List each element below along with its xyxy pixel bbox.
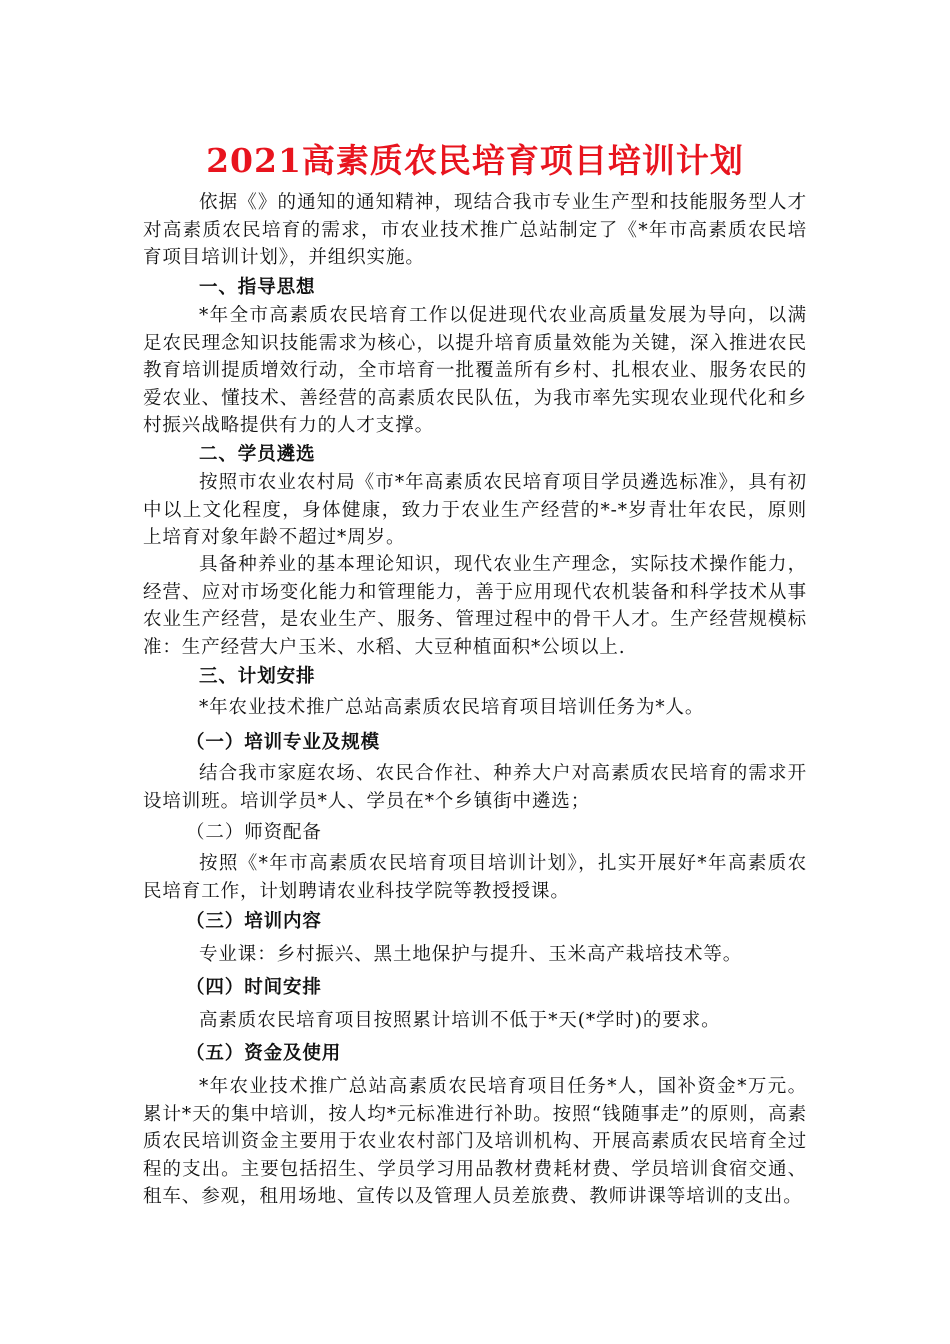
trainee-selection-paragraph-1: 按照市农业农村局《市*年高素质农民培育项目学员遴选标准》，具有初中以上文化程度，身体健康，致力于农业生产经营的*-*岁青壮年农民，原则上培育对象年龄不超过*周岁。 xyxy=(143,472,807,549)
intro-paragraph: 依据《》的通知的通知精神，现结合我市专业生产型和技能服务型人才对高素质农民培育的需求，市农业技术推广总站制定了《*年市高素质农民培育项目培训计划》，并组织实施。 xyxy=(143,192,807,269)
section-heading-plan-arrangement: 三、计划安排 xyxy=(199,666,316,687)
funding-paragraph: *年农业技术推广总站高素质农民培育项目任务*人，国补资金*万元。累计*天的集中培训，按人均*元标准进行补助。按照“钱随事走”的原则，高素质农民培训资金主要用于农业农村部门及培训机构、开展高素质农民培育全过程的支出。主要包括招生、学员学习用品教材费耗材费、学员培训食宿交通、租车、参观，租用场地、宣传以及管理人员差旅费、教师讲课等培训的支出。 xyxy=(143,1076,807,1208)
teacher-allocation-paragraph: 按照《*年市高素质农民培育项目培训计划》，扎实开展好*年高素质农民培育工作，计划聘请农业科技学院等教授授课。 xyxy=(143,853,807,902)
plan-arrangement-paragraph: *年农业技术推广总站高素质农民培育项目培训任务为*人。 xyxy=(199,697,705,718)
subheading-schedule: （四）时间安排 xyxy=(186,977,322,998)
subheading-teacher-allocation: （二）师资配备 xyxy=(186,822,322,843)
section-heading-trainee-selection: 二、学员遴选 xyxy=(199,444,316,465)
document-title: 2021高素质农民培育项目培训计划 xyxy=(206,141,744,180)
guiding-ideology-paragraph: *年全市高素质农民培育工作以促进现代农业高质量发展为导向，以满足农民理念知识技能需求为核心，以提升培育质量效能为关键，深入推进农民教育培训提质增效行动，全市培育一批覆盖所有乡村、扎根农业、服务农民的爱农业、懂技术、善经营的高素质农民队伍，为我市率先实现农业现代化和乡村振兴战略提供有力的人才支撑。 xyxy=(143,305,807,437)
trainee-selection-paragraph-2: 具备种养业的基本理论知识，现代农业生产理念，实际技术操作能力，经营、应对市场变化能力和管理能力，善于应用现代农机装备和科学技术从事农业生产经营，是农业生产、服务、管理过程中的骨干人才。生产经营规模标准：生产经营大户玉米、水稻、大豆种植面积*公顷以上. xyxy=(143,554,807,658)
schedule-paragraph: 高素质农民培育项目按照累计培训不低于*天(*学时)的要求。 xyxy=(199,1010,721,1031)
section-heading-guiding-ideology: 一、指导思想 xyxy=(199,277,316,298)
subheading-funding: （五）资金及使用 xyxy=(186,1043,342,1064)
training-scale-paragraph: 结合我市家庭农场、农民合作社、种养大户对高素质农民培育的需求开设培训班。培训学员*人、学员在*个乡镇街中遴选； xyxy=(143,763,807,812)
subheading-training-scale: （一）培训专业及规模 xyxy=(186,732,381,753)
training-content-paragraph: 专业课：乡村振兴、黑土地保护与提升、玉米高产栽培技术等。 xyxy=(199,944,743,965)
subheading-training-content: （三）培训内容 xyxy=(186,911,322,932)
